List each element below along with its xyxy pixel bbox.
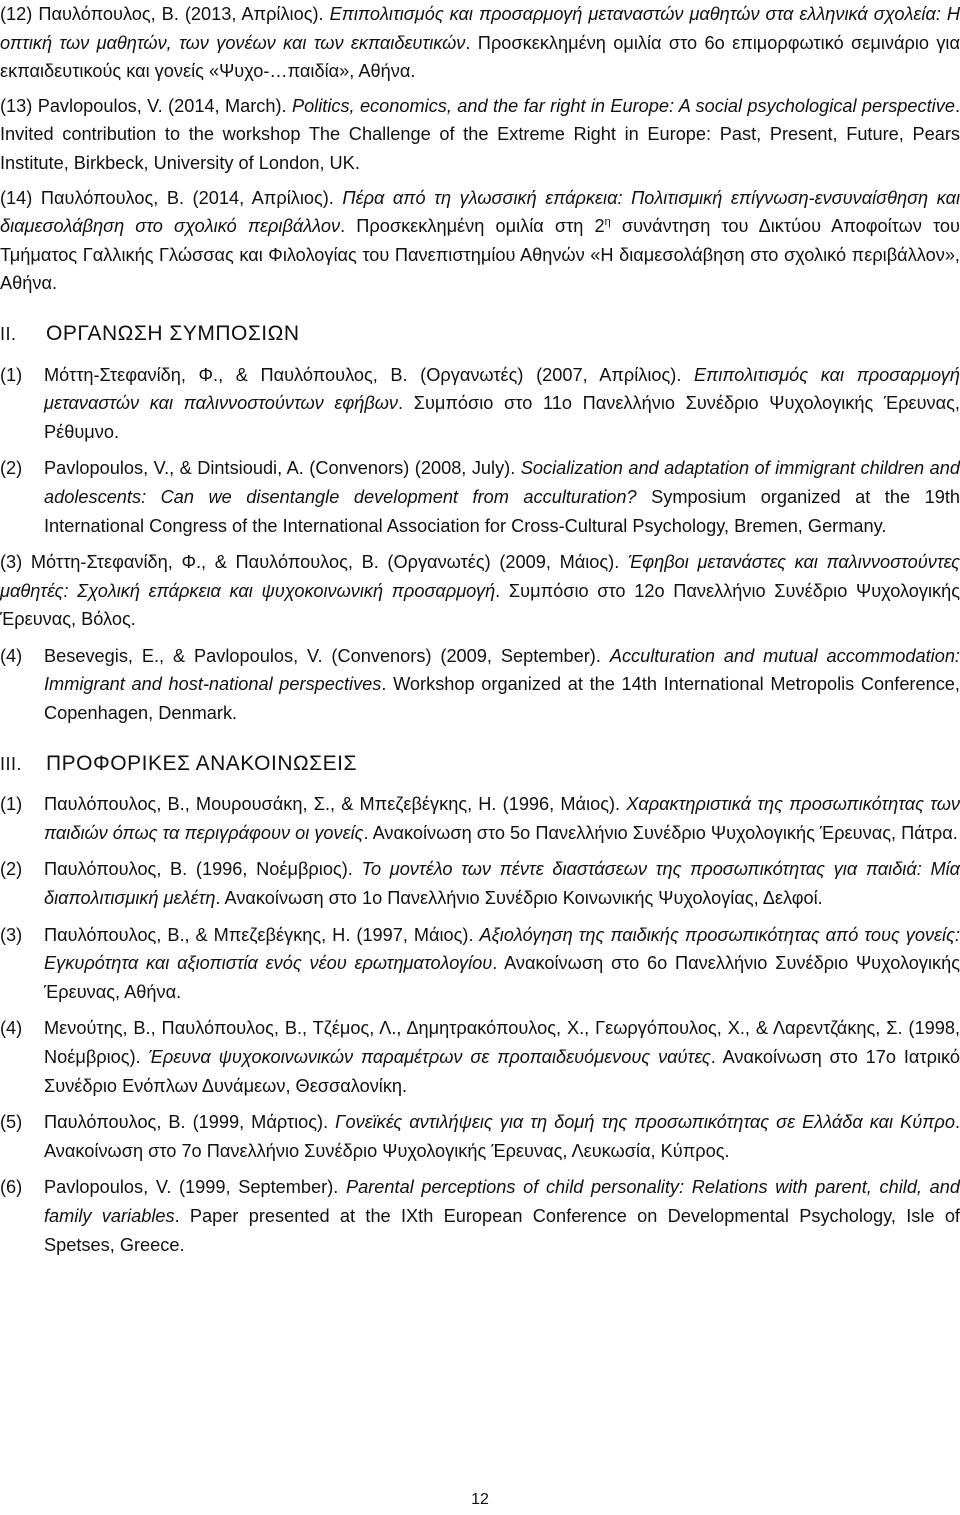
entry-title: Έφηβοι μετανάστες και παλιννοστούντες μαθητές: Σχολική επάρκεια και ψυχοκοινωνική προσαρμογή [0,552,960,601]
symposia-list [0,361,960,728]
section-heading-oral-presentations [0,750,960,779]
entry-title: Πέρα από τη γλωσσική επάρκεια: Πολιτισμική επίγνωση-ενσυναίσθηση και διαμεσολάβηση στο σχολικό περιβάλλον [0,187,960,237]
section-title: ΟΡΓΑΝΩΣΗ ΣΥΜΠΟΣΙΩΝ [46,321,300,345]
section-number: III. [0,753,23,774]
entry-venue: . Ανακοίνωση στο 6ο Πανελλήνιο Συνέδριο Ψυχολογικής Έρευνας, Αθήνα. [44,953,960,1002]
entry-venue: . Προσκεκλημένη ομιλία στη 2 [340,216,605,237]
entry-venue: . Συμπόσιο στο 11ο Πανελλήνιο Συνέδριο Ψυχολογικής Έρευνας, Ρέθυμνο. [44,393,960,442]
reference-entry-14 [0,184,960,298]
entry-number: (3) [0,924,23,945]
entry-authors: Μόττη-Στεφανίδη, Φ., & Παυλόπουλος, Β. (Οργανωτές) (2009, Μάιος). [30,552,628,573]
entry-number: (2) [0,859,23,880]
entry-authors: Μόττη-Στεφανίδη, Φ., & Παυλόπουλος, Β. (Οργανωτές) (2007, Απρίλιος). [44,364,694,385]
entry-authors: Παυλόπουλος, Β., Μουρουσάκη, Σ., & Μπεζεβέγκης, Η. (1996, Μάιος). [44,794,627,815]
entry-title: Χαρακτηριστικά της προσωπικότητας των παιδιών όπως τα περιγράφουν οι γονείς [44,794,960,843]
entry-authors: Pavlopoulos, V. (2014, March). [32,95,292,116]
presentation-entry [0,921,960,1007]
entry-title: Έρευνα ψυχοκοινωνικών παραμέτρων σε προπαιδευόμενους ναύτες [148,1047,711,1067]
entry-number: (1) [0,794,23,815]
entry-title: Το μοντέλο των πέντε διαστάσεων της προσωπικότητας για παιδιά: Μία διαπολιτισμική μελέτη [44,859,960,909]
oral-presentations-list [0,790,960,1259]
entry-number: (5) [0,1112,23,1133]
presentation-entry [0,1108,960,1165]
section-title: ΠΡΟΦΟΡΙΚΕΣ ΑΝΑΚΟΙΝΩΣΕΙΣ [46,751,357,775]
page-number: 12 [471,1491,489,1508]
entry-venue: . Συμπόσιο στο 12ο Πανελλήνιο Συνέδριο Ψυχολογικής Έρευνας, Βόλος. [0,580,960,630]
entry-venue: . Invited contribution to the workshop The Challenge of the Extreme Right in Europe: Past, Present, Future, Pears Institute, Birkbeck, University of London, UK. [0,95,960,173]
entry-authors: Παυλόπουλος, Β. (1999, Μάρτιος). [44,1112,336,1133]
entry-number: (14) [0,187,33,208]
presentation-entry [0,1173,960,1259]
entry-authors: Pavlopoulos, V., & Dintsioudi, A. (Convenors) (2008, July). [44,458,521,479]
entry-authors: Μενούτης, Β., Παυλόπουλος, Β., Τζέμος, Λ., Δημητρακόπουλος, Χ., Γεωργόπουλος, Χ., & Λαρεντζάκης, Σ. (1998, Νοέμβριος). [44,1018,960,1067]
entry-title: Επιπολιτισμός και προσαρμογή μεταναστών και παλιννοστούντων εφήβων [44,364,960,414]
presentation-entry [0,1014,960,1100]
entry-venue: . Paper presented at the IXth European Conference on Developmental Psychology, Isle of Spetses, Greece. [44,1205,960,1255]
section-heading-symposia [0,320,960,349]
entry-number: (6) [0,1177,23,1198]
entry-venue: . Workshop organized at the 14th International Metropolis Conference, Copenhagen, Denmark. [44,674,960,724]
entry-number: (3) [0,552,23,573]
entry-venue: . Προσκεκλημένη ομιλία στο 6ο επιμορφωτικό σεμινάριο για εκπαιδευτικούς και γονείς «Ψυχο-…παιδία», Αθήνα. [0,32,960,82]
entry-venue: . Ανακοίνωση στο 7ο Πανελλήνιο Συνέδριο Ψυχολογικής Έρευνας, Λευκωσία, Κύπρος. [44,1112,960,1161]
entry-authors: Besevegis, E., & Pavlopoulos, V. (Convenors) (2009, September). [44,645,610,666]
entry-number: (12) [0,4,33,24]
entry-venue: . Ανακοίνωση στο 1ο Πανελλήνιο Συνέδριο Κοινωνικής Ψυχολογίας, Δελφοί. [215,888,823,909]
entry-number: (13) [0,95,33,116]
entry-venue-cont: συνάντηση του Δικτύου Αποφοίτων του Τμήματος Γαλλικής Γλώσσας και Φιλολογίας του Πανεπιστημίου Αθηνών «Η διαμεσολάβηση στο σχολικό περιβάλλον», Αθήνα. [0,216,960,294]
symposium-entry [0,454,960,540]
entry-authors: Παυλόπουλος, Β. (2014, Απρίλιος). [32,187,343,208]
entry-title: Επιπολιτισμός και προσαρμογή μεταναστών μαθητών στα ελληνικά σχολεία: Η οπτική των μαθητών, των γονέων και των εκπαιδευτικών [0,4,960,53]
entry-venue: . Ανακοίνωση στο 17ο Ιατρικό Συνέδριο Ενόπλων Δυνάμεων, Θεσσαλονίκη. [44,1047,960,1096]
entry-authors: Παυλόπουλος, Β., & Μπεζεβέγκης, Η. (1997, Μάιος). [44,924,480,945]
entry-venue: . Ανακοίνωση στο 5ο Πανελλήνιο Συνέδριο Ψυχολογικής Έρευνας, Πάτρα. [363,822,958,843]
entry-number: (1) [0,364,23,385]
entry-title: Socialization and adaptation of immigrant children and adolescents: Can we disentangle development from acculturation? [44,458,960,507]
presentation-entry [0,790,960,847]
symposium-entry [0,548,960,634]
entry-authors: Pavlopoulos, V. (1999, September). [44,1177,346,1198]
symposium-entry [0,361,960,447]
ordinal-superscript: η [604,216,611,229]
entry-number: (4) [0,1018,23,1039]
entry-venue: Symposium organized at the 19th International Congress of the International Association for Cross-Cultural Psychology, Bremen, Germany. [44,486,960,536]
entry-number: (2) [0,458,23,479]
entry-authors: Παυλόπουλος, Β. (1996, Νοέμβριος). [44,859,362,880]
reference-entry-12 [0,0,960,86]
section-number: II. [0,323,17,344]
symposium-entry [0,642,960,728]
entry-title: Parental perceptions of child personality: Relations with parent, child, and family variables [44,1177,960,1226]
entry-authors: Παυλόπουλος, Β. (2013, Απρίλιος). [32,4,330,24]
entry-title: Αξιολόγηση της παιδικής προσωπικότητας από τους γονείς: Εγκυρότητα και αξιοπιστία ενός νέου ερωτηματολογίου [44,924,960,974]
reference-entry-13 [0,92,960,178]
entry-title: Politics, economics, and the far right in Europe: A social psychological perspective [291,95,955,116]
entry-title: Acculturation and mutual accommodation: Immigrant and host-national perspectives [44,645,960,695]
presentation-entry [0,855,960,912]
entry-title: Γονεϊκές αντιλήψεις για τη δομή της προσωπικότητας σε Ελλάδα και Κύπρο [335,1112,955,1133]
entry-number: (4) [0,645,23,666]
